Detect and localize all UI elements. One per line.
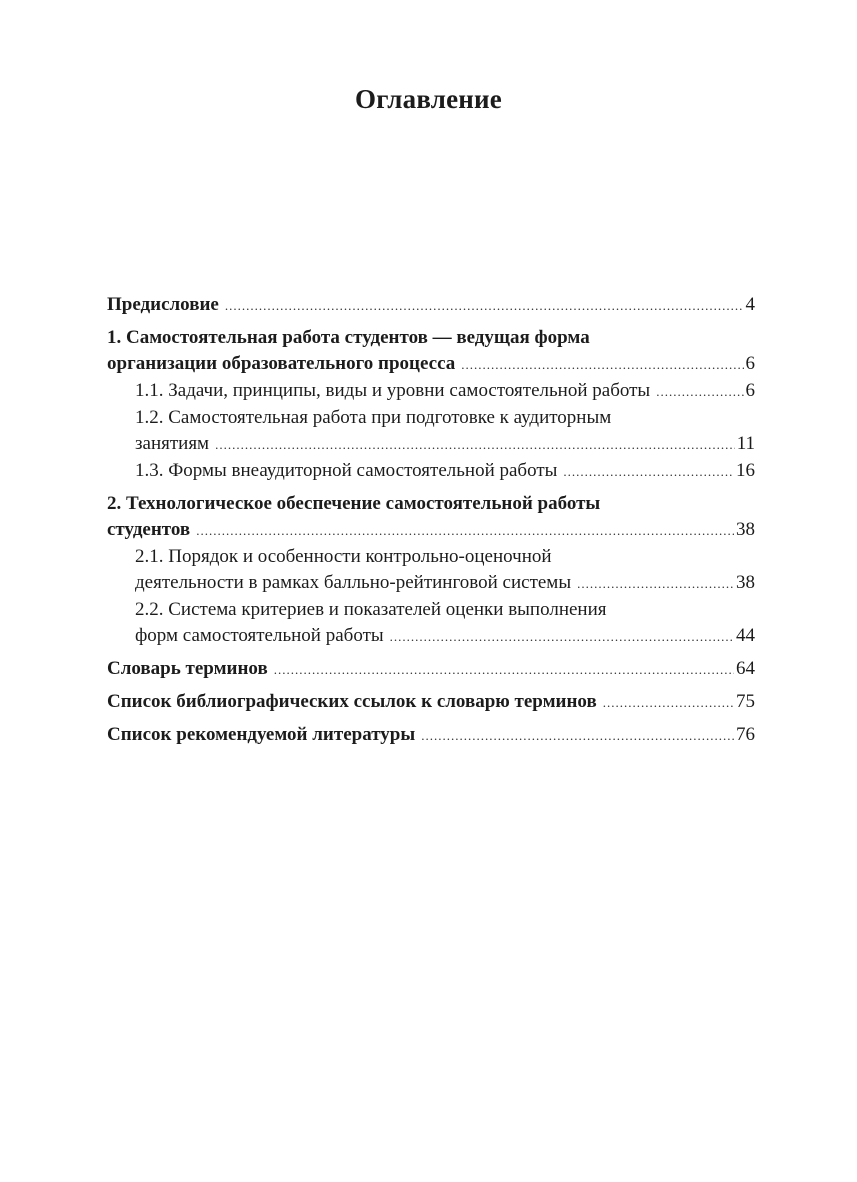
- toc-entry-section-1-3[interactable]: [107, 458, 755, 485]
- toc-entry-title: Предисловие: [107, 294, 219, 315]
- toc-page-number: 6: [745, 353, 755, 374]
- toc-entry-title: 1.2. Самостоятельная работа при подготовке к аудиторным: [135, 407, 612, 428]
- dot-leader: [390, 624, 734, 650]
- toc-entry-glossary-references[interactable]: [107, 689, 755, 716]
- toc-entry-recommended-literature[interactable]: [107, 722, 755, 749]
- toc-entry-title: 1.1. Задачи, принципы, виды и уровни самостоятельной работы: [135, 380, 651, 401]
- toc-entry-section-1-2[interactable]: [107, 405, 755, 458]
- toc-entry-section-2-1[interactable]: [107, 544, 755, 597]
- dot-leader: [196, 518, 734, 544]
- toc-entry-section-2-2[interactable]: [107, 597, 755, 650]
- toc-entry-title: 1.3. Формы внеаудиторной самостоятельной работы: [135, 460, 558, 481]
- dot-leader: [603, 690, 734, 716]
- dot-leader: [225, 293, 744, 319]
- table-of-contents: [107, 292, 755, 749]
- toc-entry-preface[interactable]: [107, 292, 755, 319]
- toc-page-number: 76: [736, 724, 755, 745]
- toc-entry-glossary[interactable]: [107, 656, 755, 683]
- toc-entry-section-1-1[interactable]: [107, 378, 755, 405]
- dot-leader: [215, 432, 735, 458]
- toc-page-number: 6: [745, 380, 755, 401]
- dot-leader: [563, 459, 734, 485]
- toc-entry-title-cont: организации образовательного процесса: [107, 353, 456, 374]
- toc-entry-title: Словарь терминов: [107, 658, 268, 679]
- dot-leader: [461, 352, 743, 378]
- toc-page-number: 11: [736, 433, 755, 454]
- toc-entry-title: 2.1. Порядок и особенности контрольно-оценочной: [135, 546, 552, 567]
- toc-entry-title-cont: занятиям: [135, 433, 210, 454]
- toc-entry-title-cont: студентов: [107, 519, 191, 540]
- toc-entry-title: 2.2. Система критериев и показателей оценки выполнения: [135, 599, 607, 620]
- dot-leader: [274, 657, 734, 683]
- dot-leader: [577, 571, 734, 597]
- toc-entry-title: Список рекомендуемой литературы: [107, 724, 416, 745]
- toc-entry-title: Список библиографических ссылок к словарю терминов: [107, 691, 597, 712]
- toc-entry-title-cont: форм самостоятельной работы: [135, 625, 384, 646]
- toc-page-number: 64: [736, 658, 755, 679]
- toc-entry-chapter-1[interactable]: [107, 325, 755, 378]
- dot-leader: [421, 723, 734, 749]
- toc-entry-title: 2. Технологическое обеспечение самостоятельной работы: [107, 493, 601, 514]
- toc-page-number: 44: [736, 625, 755, 646]
- page-title: Оглавление: [355, 84, 502, 114]
- toc-page-number: 38: [736, 572, 755, 593]
- toc-entry-title: 1. Самостоятельная работа студентов — ведущая форма: [107, 327, 590, 348]
- toc-entry-title-cont: деятельности в рамках балльно-рейтинговой системы: [135, 572, 572, 593]
- toc-page-number: 75: [736, 691, 755, 712]
- toc-entry-chapter-2[interactable]: [107, 491, 755, 544]
- toc-page-number: 4: [745, 294, 755, 315]
- toc-page-number: 38: [736, 519, 755, 540]
- toc-page-number: 16: [736, 460, 755, 481]
- dot-leader: [656, 379, 743, 405]
